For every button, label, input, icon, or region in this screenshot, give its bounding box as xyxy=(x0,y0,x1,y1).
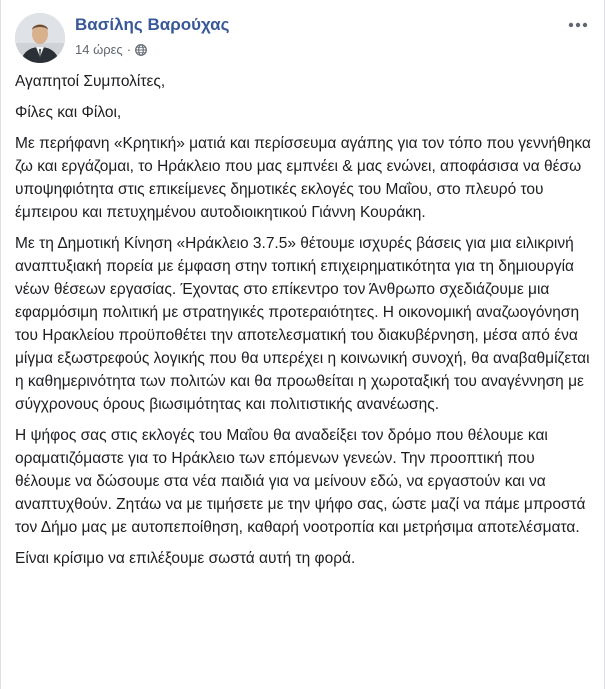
post-text xyxy=(15,70,593,578)
post-paragraph: Με περήφανη «Κρητική» ματιά και περίσσευμα αγάπης για τον τόπο που γεννήθηκα ζω και εργάζομαι, το Ηράκλειο που μας εμπνέει & μας ενώνει, αποφάσισα να θέσω υποψηφιότητα στις επικείμενες δημοτικές εκλογές του Μαΐου, στο πλευρό του έμπειρου και πετυχημένου αυτοδιοικητικού Γιάννη Κουράκη. xyxy=(15,135,591,221)
author-name-link[interactable]: Βασίλης Βαρούχας xyxy=(75,15,230,34)
avatar[interactable] xyxy=(15,13,65,63)
post-paragraph: Αγαπητοί Συμπολίτες, xyxy=(15,73,166,90)
post-timestamp[interactable]: 14 ώρες xyxy=(75,42,123,57)
post-paragraph: Είναι κρίσιμο να επιλέξουμε σωστά αυτή τη φορά. xyxy=(15,550,356,567)
post-paragraph: Με τη Δημοτική Κίνηση «Ηράκλειο 3.7.5» θέτουμε ισχυρές βάσεις για μια ειλικρινή αναπτυξιακή πορεία με έμφαση στην τοπική επιχειρηματικότητα για τη δημιουργία νέων θέσεων εργασίας. Έχοντας στο επίκεντρο τον Άνθρωπο σχεδιάζουμε μια εφαρμόσιμη πολιτική με στρατηγικές προτεραιότητες. Η οικονομική αναζωογόνηση του Ηρακλείου προϋποθέτει την αποτελεσματική του διακυβέρνηση, μέσα από ένα μίγμα εξωστρεφούς λογικής που θα υπερέχει η κοινωνική συνοχή, θα αναβαθμίζεται η καθημερινότητα των πολιτών και θα προωθείται η χωροταξική του αναγέννηση με σύγχρονους όρους βιωσιμότητας και πολιτιστικής ανανέωσης. xyxy=(15,235,590,413)
profile-photo-icon xyxy=(15,13,65,63)
more-options-icon xyxy=(568,22,588,28)
post-paragraph: Φίλες και Φίλοι, xyxy=(15,104,122,121)
post-header xyxy=(15,13,591,63)
meta-separator: · xyxy=(126,42,132,57)
globe-icon[interactable] xyxy=(135,44,147,56)
more-options-button[interactable] xyxy=(565,13,591,37)
post-paragraph: Η ψήφος σας στις εκλογές του Μαΐου θα αναδείξει τον δρόμο που θέλουμε και οραματιζόμαστε για το Ηράκλειο των επόμενων γενεών. Την προοπτική που θέλουμε να δώσουμε στα νέα παιδιά για να μείνουν εδώ, να εργαστούν και να αναπτυχθούν. Ζητάω να με τιμήσετε με την ψήφο σας, ώστε μαζί να πάμε μπροστά τον Δήμο μας με αυτοπεποίθηση, καθαρή νοοτροπία και μετρήσιμα αποτελέσματα. xyxy=(15,427,586,536)
post-meta xyxy=(75,42,147,57)
